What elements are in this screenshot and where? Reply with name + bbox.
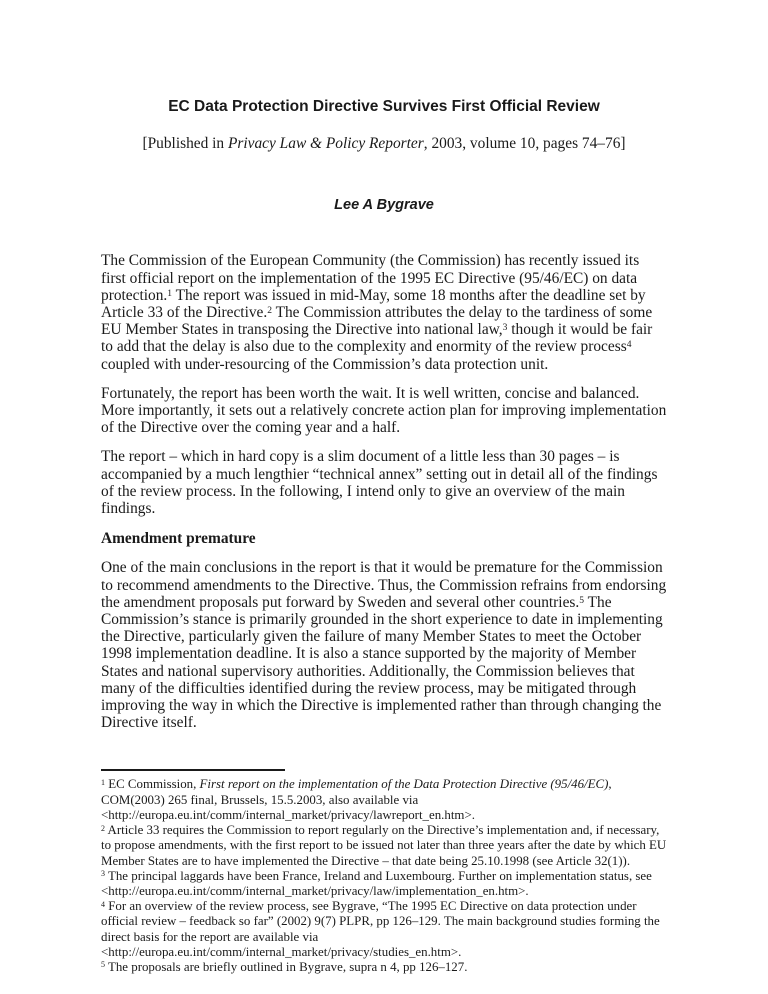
footnote-3: $^3$ The principal laggards have been France, Ireland and Luxembourg. Further on implementation status, see <http://europa.eu.int/comm/internal_market/privacy/law/implementation_en.htm>. [101,868,652,898]
footnotes-section [101,777,667,975]
footnote-2: $^2$ Article 33 requires the Commission to report regularly on the Directive’s implementation and, if necessary, to propose amendments, with the first report to be issued not later than three years after the date by which EU Member States are to have implemented the Directive – that date being 25.10.1998 (see Article 32(1)). [101,823,667,868]
footnote-5: $^5$ The proposals are briefly outlined in Bygrave, supra n 4, pp 126–127. [101,959,468,974]
body-paragraph-2: Fortunately, the report has been worth the wait. It is well written, concise and balanced. More importantly, it sets out a relatively concrete action plan for improving implementation of the Directive over the coming year and a half. [101,384,667,437]
body-paragraph-1: The Commission of the European Community (the Commission) has recently issued its first official report on the implementation of the 1995 EC Directive (95/46/EC) on data protection.$^1$ The report was issued in mid-May, some 18 months after the deadline set by Article 33 of the Directive.$^2$ The Commission attributes the delay to the tardiness of some EU Member States in transposing the Directive into national law,$^3$ though it would be fair to add that the delay is also due to the complexity and enormity of the review process$^4$ coupled with under-resourcing of the Commission’s data protection unit. [101,252,653,373]
section-heading-amendment-premature: Amendment premature [101,530,256,548]
footnote-4: $^4$ For an overview of the review process, see Bygrave, “The 1995 EC Directive on data protection under official review – feedback so far” (2002) 9(7) PLPR, pp 126–129. The main background studies forming the direct basis for the report are available via <http://europa.eu.int/comm/internal_market/privacy/studies_en.htm>. [101,899,660,959]
footnote-1: $^1$ EC Commission, First report on the implementation of the Data Protection Directive (95/46/EC), COM(2003) 265 final, Brussels, 15.5.2003, also available via <http://europa.eu.int/comm/internal_market/privacy/lawreport_en.htm>. [101,777,612,822]
footnote-separator-rule [101,769,285,771]
publication-line: [Published in Privacy Law & Policy Reporter, 2003, volume 10, pages 74–76] [142,135,626,152]
body-paragraph-4: One of the main conclusions in the report is that it would be premature for the Commission to recommend amendments to the Directive. Thus, the Commission refrains from endorsing the amendment proposals put forward by Sweden and several other countries.$^5$ The Commission’s stance is primarily grounded in the short experience to date in implementing the Directive, particularly given the failure of many Member States to meet the October 1998 implementation deadline. It is also a stance supported by the majority of Member States and national supervisory authorities. Additionally, the Commission believes that many of the difficulties identified during the review process, may be mitigated through improving the way in which the Directive is implemented rather than through changing the Directive itself. [101,559,667,732]
author-name: Lee A Bygrave [334,197,434,214]
body-paragraph-3: The report – which in hard copy is a slim document of a little less than 30 pages – is accompanied by a much lengthier “technical annex” setting out in detail all of the findings of the review process. In the following, I intend only to give an overview of the main findings. [101,448,658,518]
document-title: EC Data Protection Directive Survives First Official Review [168,98,600,115]
